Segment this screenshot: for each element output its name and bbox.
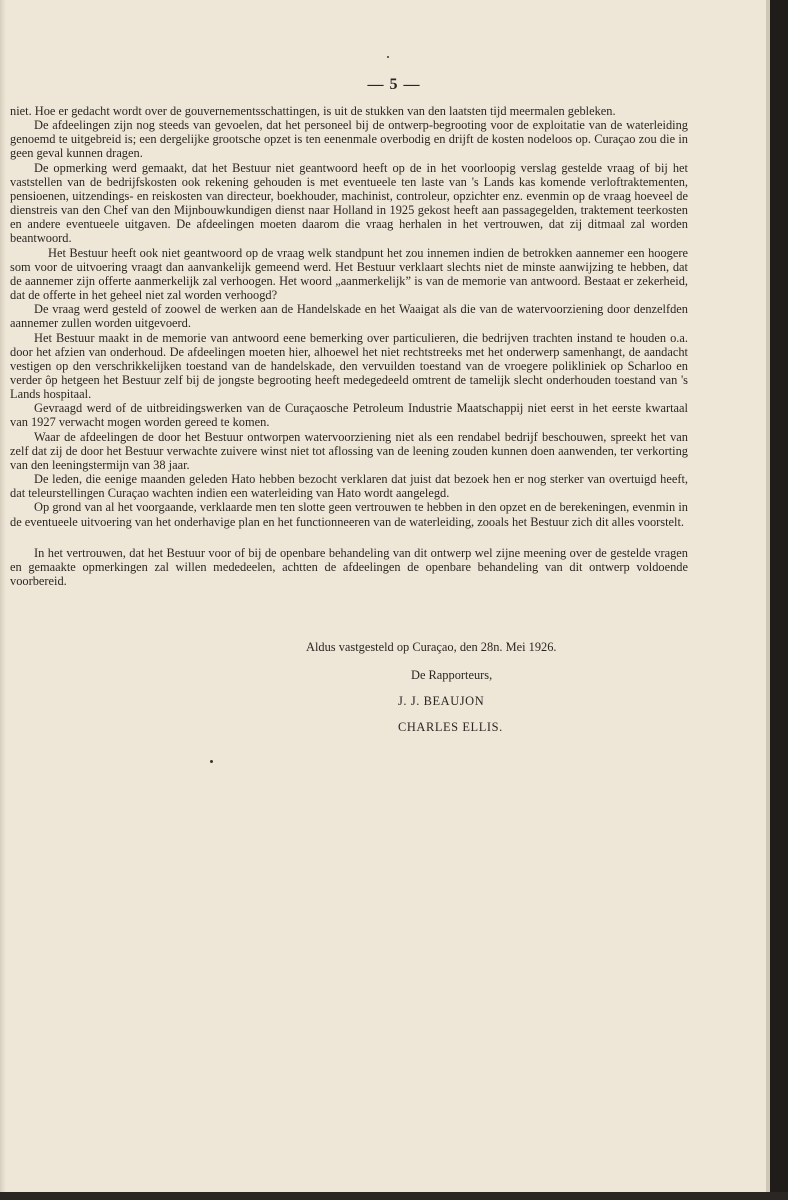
body-text	[10, 104, 688, 588]
ink-speck	[387, 56, 389, 58]
paragraph: Het Bestuur heeft ook niet geantwoord op de vraag welk standpunt het zou innemen indien de betrokken aannemer een hoogere som voor de uitvoering vraagt dan aanvankelijk gemeend werd. Het Bestuur verklaart slechts niet de minste aanwijzing te hebben, dat de aannemer zijn offerte aanmerkelijk zal verhoogen. Het woord „aanmerkelijk” is van de memorie van antwoord. Bestaat er zekerheid, dat de offerte in het geheel niet zal worden verhoogd?	[10, 245, 688, 303]
paragraph: Waar de afdeelingen de door het Bestuur ontworpen watervoorziening niet als een rendabel bedrijf beschouwen, spreekt het van zelf dat zij de door het Bestuur verwachte zuivere winst niet tot aflossing van de leening zouden kunnen doen aanwenden, ter verkorting van den leeningstermijn van 38 jaar.	[10, 429, 688, 472]
signatory-ellis: CHARLES ELLIS.	[398, 720, 503, 734]
scan-dark-border-bottom	[0, 1192, 788, 1200]
rapporteurs-label: De Rapporteurs,	[411, 668, 493, 682]
page-number: — 5 —	[367, 76, 421, 93]
paragraph-conclusion: In het vertrouwen, dat het Bestuur voor of bij de openbare behandeling van dit ontwerp wel zijne meening over de gestelde vragen en gemaakte opmerkingen zal willen mededeelen, achtten de afdeelingen de openbare behandeling van dit ontwerp voldoende voorbereid.	[10, 545, 688, 588]
paragraph: De vraag werd gesteld of zoowel de werken aan de Handelskade en het Waaigat als die van de watervoorziening door denzelfden aannemer zullen worden uitgevoerd.	[10, 302, 688, 331]
paragraph: De afdeelingen zijn nog steeds van gevoelen, dat het personeel bij de ontwerp-begrooting voor de exploitatie van de waterleiding genoemd te uitgebreid is; een dergelijke grootsche opzet is ten eenenmale overbodig en drijft de kosten nodeloos op. Curaçao zou die in geen geval kunnen dragen.	[10, 118, 688, 161]
paragraph: De leden, die eenige maanden geleden Hato hebben bezocht verklaren dat juist dat bezoek hen er nog sterker van overtuigd heeft, dat teleurstellingen Curaçao wachten indien een waterleiding van Hato wordt aangelegd.	[10, 472, 688, 501]
signatory-beaujon: J. J. BEAUJON	[398, 694, 485, 708]
paragraph: De opmerking werd gemaakt, dat het Bestuur niet geantwoord heeft op de in het voorloopig verslag gestelde vraag of bij het vaststellen van de bedrijfskosten ook rekening gehouden is met eventueele ten laste van 's Lands kas komende verloftraktementen, pensioenen, uitzendings- en reiskosten van directeur, boekhouder, machinist, controleur, opzichter enz. evenmin op de vraag hoeveel de dienstreis van den Chef van den Mijnbouwkundigen dienst naar Holland in 1925 gekost heeft aan passagegelden, traktement teerkosten en andere eventueele uitgaven. De afdeelingen moeten daarom die vraag herhalen in het vertrouwen, dat zij ditmaal zal worden beantwoord.	[10, 160, 688, 246]
page-left-shadow	[0, 0, 6, 1200]
paragraph: Gevraagd werd of de uitbreidingswerken van de Curaçaosche Petroleum Industrie Maatschappij niet eerst in het eerste kwartaal van 1927 verwacht mogen worden gereed te komen.	[10, 401, 688, 430]
place-date: Aldus vastgesteld op Curaçao, den 28n. Mei 1926.	[306, 640, 557, 654]
paragraph: Het Bestuur maakt in de memorie van antwoord eene bemerking over particulieren, die bedrijven trachten instand te houden o.a. door het afzien van onderhoud. De afdeelingen moeten hier, alhoewel het niet rechtstreeks met het onderwerp samenhangt, de aandacht vestigen op den verschrikkelijken toestand van de handelskade, den vervuilden toestand van de vroegere polikliniek op Scharloo en verder ôp hetgeen het Bestuur zelf bij de jongste begrooting heeft medegedeeld omtrent de tamelijk slecht onderhouden toestand van 's Lands hospitaal.	[10, 330, 688, 402]
ink-speck	[210, 760, 213, 763]
paragraph: Op grond van al het voorgaande, verklaarde men ten slotte geen vertrouwen te hebben in den opzet en de berekeningen, evenmin in de eventueele uitvoering van het onderhavige plan en het functionneeren van de waterleiding, zooals het Bestuur zich dit alles voorstelt.	[10, 500, 688, 529]
paragraph-continuation: niet. Hoe er gedacht wordt over de gouvernementsschattingen, is uit de stukken van den laatsten tijd meermalen gebleken.	[10, 104, 616, 118]
scan-dark-border-right	[770, 0, 788, 1200]
